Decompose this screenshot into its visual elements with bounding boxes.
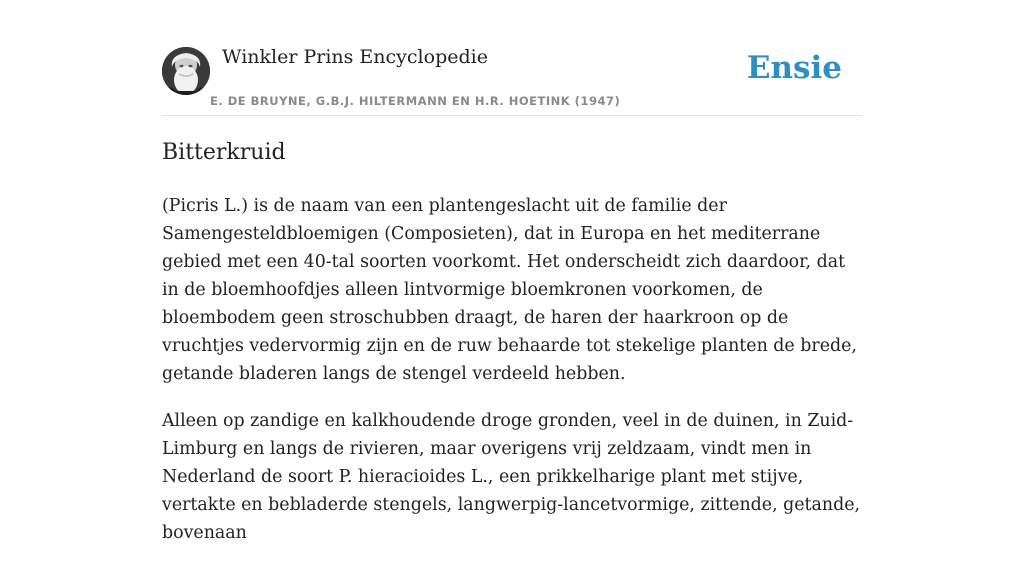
article-paragraph: (Picris L.) is de naam van een plantengeslacht uit de familie der Samengesteldbloemigen (Composieten), dat in Europa en het mediterrane gebied met een 40-tal soorten voorkomt. Het onderscheidt zich daardoor, dat in de bloemhoofdjes alleen lintvormige bloemkronen voorkomen, de bloembodem geen stroschubben draagt, de haren der haarkroon op de vruchtjes vedervormig zijn en de ruw behaarde tot stekelige planten de brede, getande bladeren langs de stengel verdeeld hebben. <box>162 196 857 384</box>
author-avatar[interactable] <box>162 47 210 95</box>
bearded-man-portrait-icon <box>162 47 210 95</box>
site-header <box>162 0 862 116</box>
site-title[interactable]: Winkler Prins Encyclopedie <box>222 46 488 68</box>
ensie-logo[interactable]: Ensie <box>746 50 842 86</box>
article-paragraph: Alleen op zandige en kalkhoudende droge gronden, veel in de duinen, in Zuid-Limburg en langs de rivieren, maar overigens vrij zeldzaam, vindt men in Nederland de soort P. hieracioides L., een prikkelharige plant met stijve, vertakte en bebladerde stengels, langwerpig-lancetvormige, zittende, getande, bovenaan <box>162 411 861 543</box>
article-title: Bitterkruid <box>162 140 286 165</box>
page <box>162 0 862 543</box>
authors-byline: E. DE BRUYNE, G.B.J. HILTERMANN EN H.R. HOETINK (1947) <box>210 94 621 108</box>
article-body <box>162 192 862 566</box>
